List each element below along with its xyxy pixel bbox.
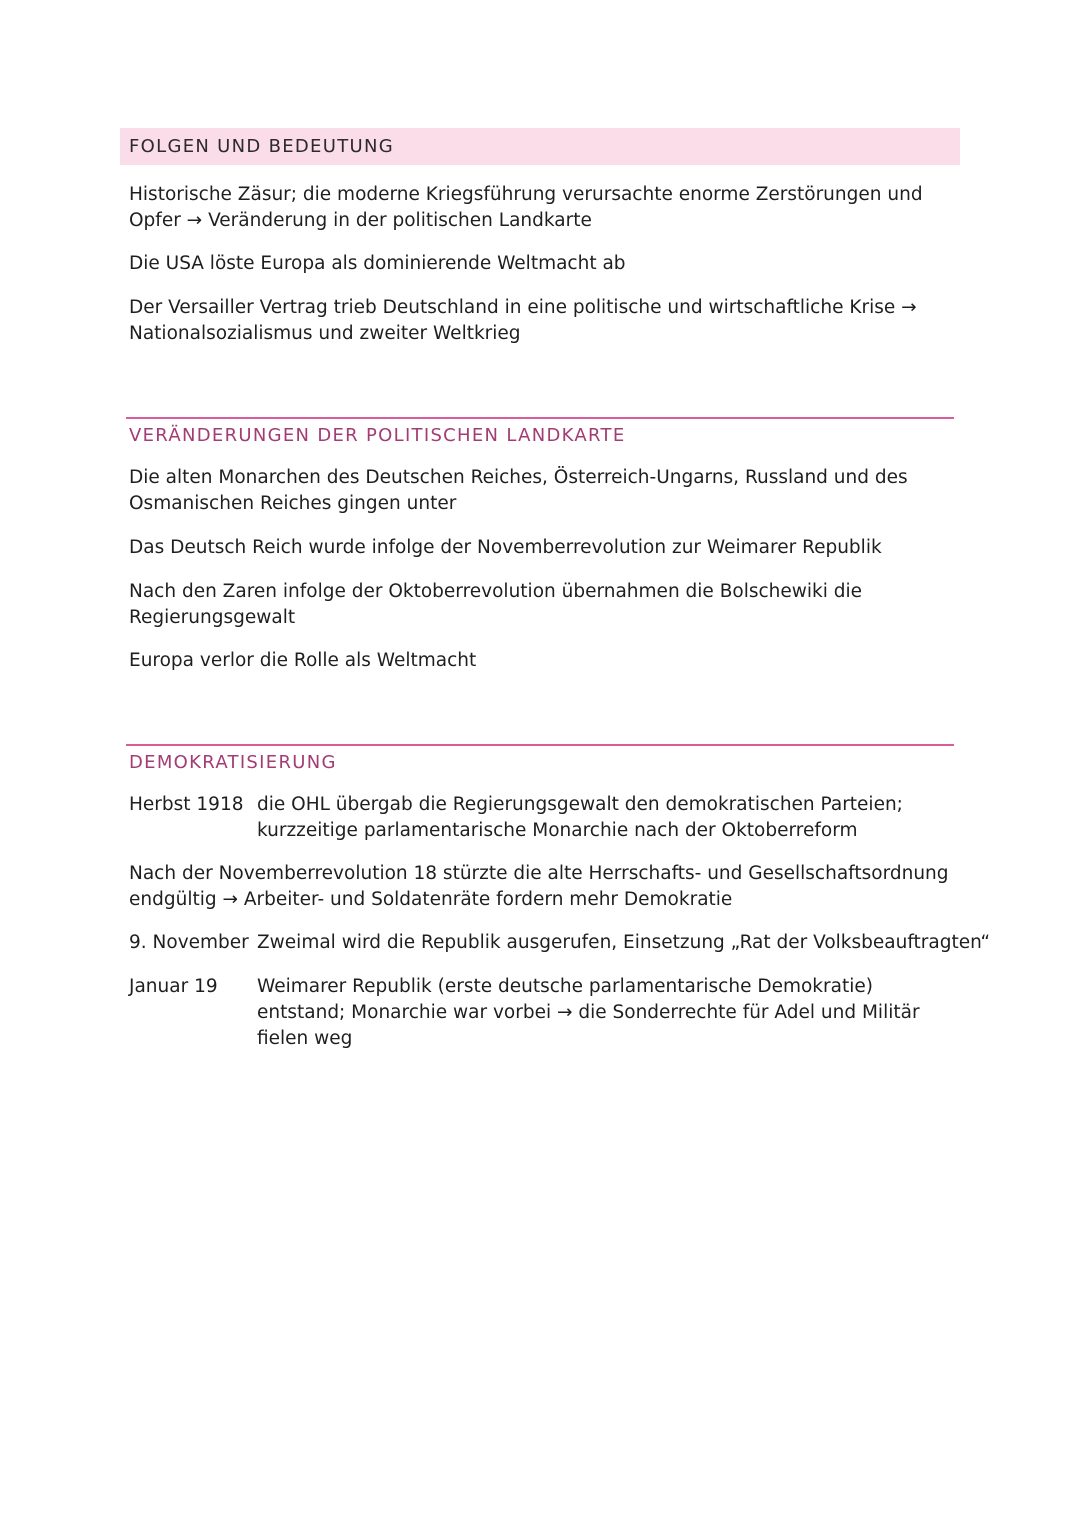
folgen-item-1: Historische Zäsur; die moderne Kriegsführung verursachte enorme Zerstörungen und Opfer → Veränderung in der politischen Landkarte (129, 184, 923, 231)
timeline-entry (129, 974, 959, 1052)
demokratisierung-paragraph: Nach der Novemberrevolution 18 stürzte die alte Herrschafts- und Gesellschaftsordnung endgültig → Arbeiter- und Soldatenräte fordern mehr Demokratie (129, 863, 949, 910)
section-folgen (120, 128, 960, 347)
landkarte-item-4: Europa verlor die Rolle als Weltmacht (129, 650, 477, 671)
section-title-folgen: FOLGEN UND BEDEUTUNG (120, 128, 960, 165)
section-title-landkarte: VERÄNDERUNGEN DER POLITISCHEN LANDKARTE (126, 417, 954, 447)
timeline-entry (129, 792, 959, 844)
timeline-date: Januar 19 (129, 976, 218, 997)
timeline-description: Weimarer Republik (erste deutsche parlamentarische Demokratie) entstand; Monarchie war vorbei → die Sonderrechte für Adel und Militär fielen weg (257, 976, 920, 1049)
folgen-item-2: Die USA löste Europa als dominierende Weltmacht ab (129, 253, 626, 274)
landkarte-item-1: Die alten Monarchen des Deutschen Reiches, Österreich-Ungarns, Russland und des Osmanischen Reiches gingen unter (129, 467, 908, 514)
timeline-date: Herbst 1918 (129, 794, 244, 815)
folgen-item-3: Der Versailler Vertrag trieb Deutschland in eine politische und wirtschaftliche Krise → Nationalsozialismus und zweiter Weltkrieg (129, 297, 917, 344)
section-landkarte (120, 417, 960, 674)
timeline-description: Zweimal wird die Republik ausgerufen, Einsetzung „Rat der Volksbeauftragten“ (257, 932, 991, 953)
landkarte-item-3: Nach den Zaren infolge der Oktoberrevolution übernahmen die Bolschewiki die Regierungsgewalt (129, 581, 863, 628)
section-demokratisierung (120, 744, 991, 1052)
landkarte-item-2: Das Deutsch Reich wurde infolge der Novemberrevolution zur Weimarer Republik (129, 537, 882, 558)
section-title-demokratisierung: DEMOKRATISIERUNG (126, 744, 954, 774)
timeline-description: die OHL übergab die Regierungsgewalt den demokratischen Parteien; kurzzeitige parlamentarische Monarchie nach der Oktoberreform (257, 794, 903, 841)
timeline-entry (129, 930, 991, 956)
timeline-date: 9. November (129, 932, 249, 953)
